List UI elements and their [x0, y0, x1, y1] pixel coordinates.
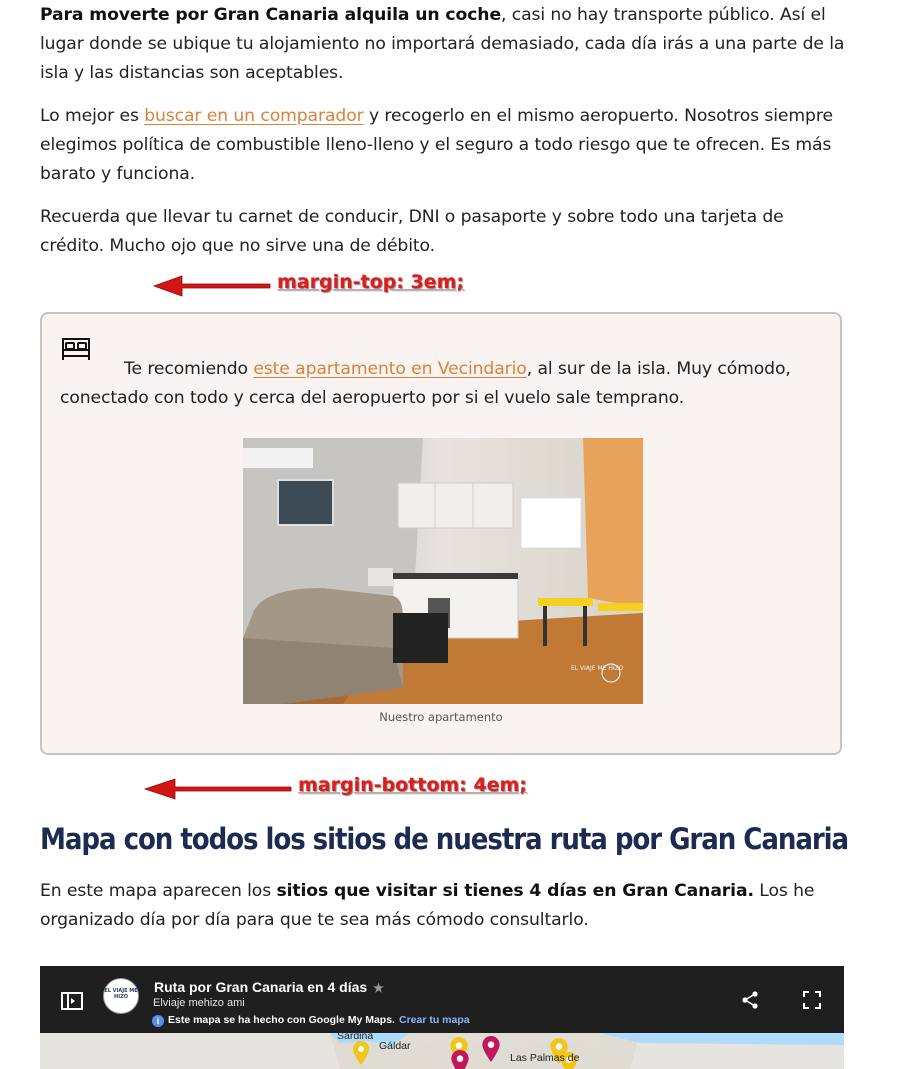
- left-arrow-icon: [143, 775, 293, 803]
- margin-top-label: margin-top: 3em;: [277, 271, 464, 293]
- comparador-paragraph: [40, 102, 846, 189]
- map-intro-after: Los he organizado día por día para que te sea más cómodo consultarlo.: [40, 881, 815, 930]
- place-label-sardina: Sardina: [337, 1030, 374, 1042]
- margin-bottom-annotation: [143, 773, 527, 803]
- apartment-link[interactable]: este apartamento en Vecindario: [253, 359, 527, 379]
- map-intro-before: En este mapa aparecen los: [40, 881, 277, 901]
- map-pin-icon[interactable]: [353, 1041, 369, 1065]
- photo-caption: Nuestro apartamento: [379, 710, 503, 724]
- intro-text: , casi no hay transporte público. Así el lugar donde se ubique tu alojamiento no importará demasiado, cada día irás a una parte de la isla y las distancias son aceptables.: [40, 5, 845, 83]
- map-logo: EL VIAJE ME HIZO: [103, 978, 139, 1014]
- create-map-link[interactable]: Crear tu mapa: [398, 1014, 470, 1026]
- margin-top-annotation: [152, 270, 464, 300]
- carnet-paragraph: Recuerda que llevar tu carnet de conducir, DNI o pasaporte y sobre todo una tarjeta de crédito. Mucho ojo que no sirve una de débito.: [40, 207, 784, 256]
- share-icon[interactable]: [740, 990, 760, 1010]
- recommend-box: [40, 312, 842, 755]
- info-icon: i: [152, 1015, 164, 1027]
- map-author: Elviaje mehizo ami: [153, 997, 245, 1009]
- comparador-before: Lo mejor es: [40, 106, 145, 126]
- map-intro-bold: sitios que visitar si tienes 4 días en Gran Canaria.: [276, 881, 754, 901]
- section-heading: Mapa con todos los sitios de nuestra ruta por Gran Canaria: [40, 822, 849, 856]
- recommend-before: Te recomiendo: [124, 359, 254, 379]
- intro-paragraph: [40, 1, 846, 88]
- left-arrow-icon: [152, 272, 272, 300]
- intro-bold: Para moverte por Gran Canaria alquila un coche: [40, 5, 501, 25]
- place-label-galdar: Gáldar: [379, 1040, 411, 1052]
- place-label-las-palmas: Las Palmas de: [510, 1052, 580, 1064]
- map-canvas[interactable]: [40, 1030, 844, 1069]
- margin-bottom-label: margin-bottom: 4em;: [298, 774, 527, 796]
- comparador-link[interactable]: buscar en un comparador: [144, 106, 364, 126]
- photo-watermark: EL VIAJE ME HIZO: [571, 665, 624, 672]
- google-map-embed[interactable]: [40, 966, 844, 1069]
- recommend-after: , al sur de la isla. Muy cómodo, conectado con todo y cerca del aeropuerto por si el vuelo sale temprano.: [60, 359, 791, 408]
- star-icon[interactable]: ★: [373, 981, 384, 995]
- map-pin-icon[interactable]: [482, 1036, 500, 1062]
- recommend-paragraph: [60, 355, 820, 413]
- map-pin-icon[interactable]: [451, 1050, 469, 1069]
- map-header: [40, 966, 844, 1033]
- map-note: i Este mapa se ha hecho con Google My Maps. Crear tu mapa: [152, 1014, 470, 1027]
- map-title[interactable]: Ruta por Gran Canaria en 4 días ★: [154, 979, 384, 995]
- apartment-photo: [243, 438, 643, 704]
- map-intro-paragraph: [40, 877, 846, 935]
- sidebar-toggle-icon[interactable]: [61, 992, 83, 1010]
- comparador-after: y recogerlo en el mismo aeropuerto. Nosotros siempre elegimos política de combustible lleno-lleno y el seguro a todo riesgo que te ofrecen. Es más barato y funciona.: [40, 106, 833, 184]
- fullscreen-icon[interactable]: [802, 990, 822, 1010]
